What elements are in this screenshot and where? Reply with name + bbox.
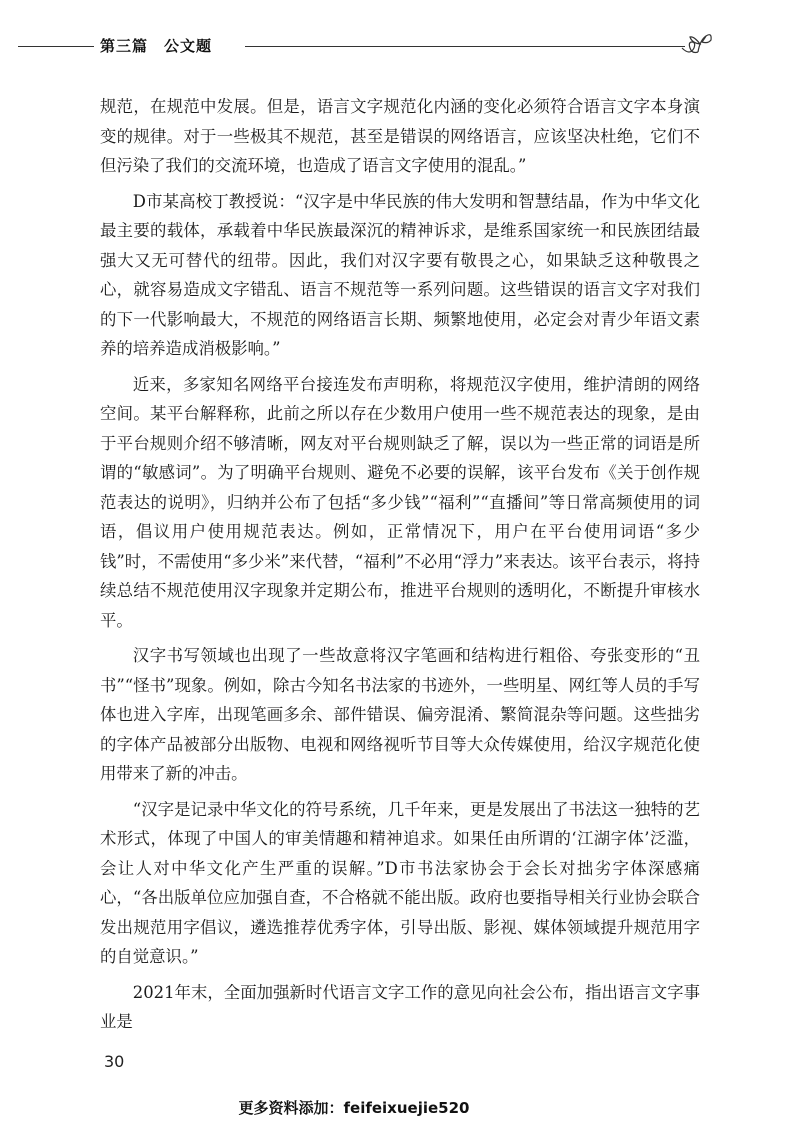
paragraph: “汉字是记录中华文化的符号系统，几千年来，更是发展出了书法这一独特的艺术形式，体现了中国人的审美情趣和精神追求。如果任由所谓的‘江湖字体’泛滥，会让人对中华文化产生严重的误解。”D市书法家协会于会长对拙劣字体深感痛心，“各出版单位应加强自查，不合格就不能出版。政府也要指导相关行业协会联合发出规范用字倡议，遴选推荐优秀字体，引导出版、影视、媒体领域提升规范用字的自觉意识。” <box>100 799 700 966</box>
footer-note: 更多资料添加：feifeixuejie520 <box>238 1099 470 1117</box>
page-header <box>0 30 800 62</box>
page-number: 30 <box>104 1052 125 1071</box>
paragraph: 近来，多家知名网络平台接连发布声明称，将规范汉字使用，维护清朗的网络空间。某平台解释称，此前之所以存在少数用户使用一些不规范表达的现象，是由于平台规则介绍不够清晰，网友对平台规则缺乏了解，误以为一些正常的词语是所谓的“敏感词”。为了明确平台规则、避免不必要的误解，该平台发布《关于创作规范表达的说明》，归纳并公布了包括“多少钱”“福利”“直播间”等日常高频使用的词语，倡议用户使用规范表达。例如，正常情况下，用户在平台使用词语“多少钱”时，不需使用“多少米”来代替，“福利”不必用“浮力”来表达。该平台表示，将持续总结不规范使用汉字现象并定期公布，推进平台规则的透明化，不断提升审核水平。 <box>100 374 700 630</box>
header-rule-right <box>245 46 685 47</box>
body-text <box>100 92 700 1043</box>
sprout-icon <box>680 30 714 58</box>
section-title: 第三篇 公文题 <box>100 37 213 55</box>
paragraph: 汉字书写领域也出现了一些故意将汉字笔画和结构进行粗俗、夸张变形的“丑书”“怪书”现象。例如，除古今知名书法家的书迹外，一些明星、网红等人员的手写体也进入字库，出现笔画多余、部件错误、偏旁混淆、繁简混杂等问题。这些拙劣的字体产品被部分出版物、电视和网络视听节目等大众传媒使用，给汉字规范化使用带来了新的冲击。 <box>100 646 700 783</box>
paragraph: 2021年末，全面加强新时代语言文字工作的意见向社会公布，指出语言文字事业是 <box>100 982 700 1031</box>
header-rule-left <box>18 46 94 47</box>
paragraph: D市某高校丁教授说：“汉字是中华民族的伟大发明和智慧结晶，作为中华文化最主要的载体，承载着中华民族最深沉的精神诉求，是维系国家统一和民族团结最强大又无可替代的纽带。因此，我们对汉字要有敬畏之心，如果缺乏这种敬畏之心，就容易造成文字错乱、语言不规范等一系列问题。这些错误的语言文字对我们的下一代影响最大，不规范的网络语言长期、频繁地使用，必定会对青少年语文素养的培养造成消极影响。” <box>100 191 700 358</box>
paragraph: 规范，在规范中发展。但是，语言文字规范化内涵的变化必须符合语言文字本身演变的规律。对于一些极其不规范，甚至是错误的网络语言，应该坚决杜绝，它们不但污染了我们的交流环境，也造成了语言文字使用的混乱。” <box>100 97 700 175</box>
